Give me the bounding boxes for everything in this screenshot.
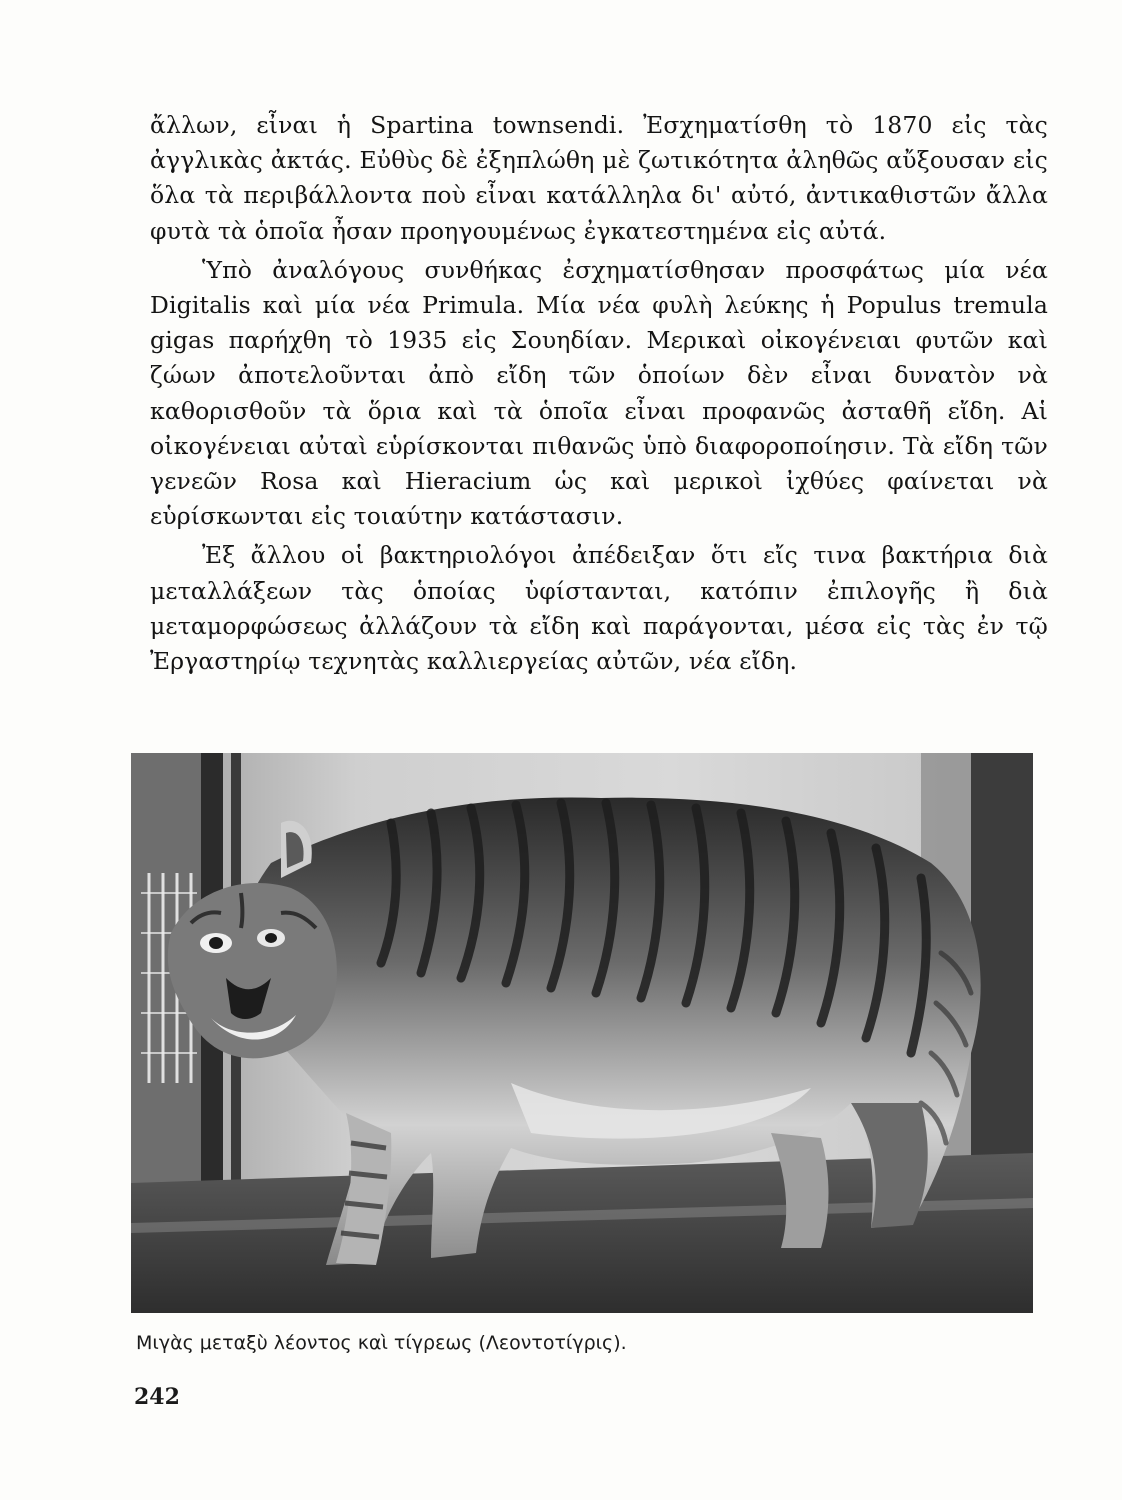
paragraph-3: Ἐξ ἄλλου οἱ βακτηριολόγοι ἀπέδειξαν ὅτι εἴς τινα βακτήρια διὰ μεταλλάξεων τὰς ὁποίας ὑφίστανται, κατόπιν ἐπιλογῆς ἢ διὰ μεταμορφώσεως ἀλλάζουν τὰ εἴδη καὶ παράγονται, μέσα εἰς τὰς ἐν τῷ Ἐργαστηρίῳ τεχνητὰς καλλιεργείας αὐτῶν, νέα εἴδη. xyxy=(150,541,1048,676)
figure-caption: Μιγὰς μεταξὺ λέοντος καὶ τίγρεως (Λεοντοτίγρις). xyxy=(136,1332,627,1354)
body-text xyxy=(150,108,1048,679)
paragraph-1: ἄλλων, εἶναι ἡ Spartina townsendi. Ἐσχηματίσθη τὸ 1870 εἰς τὰς ἀγγλικὰς ἀκτάς. Εὐθὺς δὲ ἐξηπλώθη μὲ ζωτικότητα ἀληθῶς αὔξουσαν εἰς ὅλα τὰ περιβάλλοντα ποὺ εἶναι κατάλληλα δι' αὐτό, ἀντικαθιστῶν ἄλλα φυτὰ τὰ ὁποῖα ἦσαν προηγουμένως ἐγκατεστημένα εἰς αὐτά. xyxy=(150,111,1048,245)
paragraph-2: Ὑπὸ ἀναλόγους συνθήκας ἐσχηματίσθησαν προσφάτως μία νέα Digitalis καὶ μία νέα Primula. Μία νέα φυλὴ λεύκης ἡ Populus tremula gigas παρήχθη τὸ 1935 εἰς Σουηδίαν. Μερικαὶ οἰκογένειαι φυτῶν καὶ ζώων ἀποτελοῦνται ἀπὸ εἴδη τῶν ὁποίων δὲν εἶναι δυνατὸν νὰ καθορισθοῦν τὰ ὅρια καὶ τὰ ὁποῖα εἶναι προφανῶς ἀσταθῆ εἴδη. Αἱ οἰκογένειαι αὐταὶ εὑρίσκονται πιθανῶς ὑπὸ διαφοροποίησιν. Τὰ εἴδη τῶν γενεῶν Rosa καὶ Hieracium ὡς καὶ μερικοὶ ἰχθύες φαίνεται νὰ εὑρίσκωνται εἰς τοιαύτην κατάστασιν. xyxy=(150,255,1048,531)
page-number: 242 xyxy=(134,1384,180,1410)
liger-photograph xyxy=(131,753,1033,1313)
